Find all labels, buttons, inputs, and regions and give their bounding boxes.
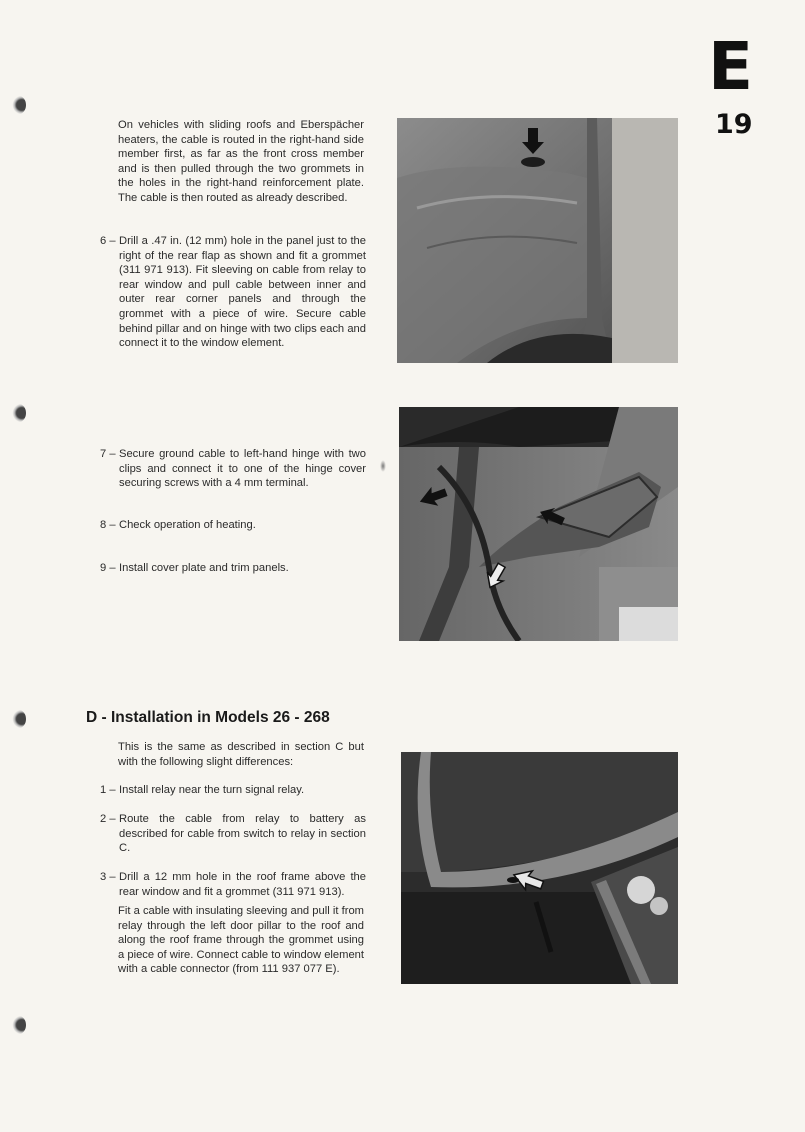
- step-number: 9 –: [100, 562, 116, 574]
- photo-hinge-ground-cable: [399, 407, 678, 641]
- step-number: 6 –: [100, 235, 116, 247]
- step-text: Secure ground cable to left-hand hinge with two clips and connect it to one of the hinge cover securing screws with a 4 mm terminal.: [119, 448, 366, 490]
- step-d-1: [100, 783, 366, 798]
- step-d-2: [100, 812, 366, 856]
- binder-hole: [12, 710, 26, 728]
- binder-hole: [12, 404, 26, 422]
- step-number: 2 –: [100, 813, 116, 825]
- binder-hole: [12, 1016, 26, 1034]
- page-number: 19: [715, 109, 753, 140]
- section-d-intro: This is the same as described in section C but with the following slight differences:: [118, 741, 364, 768]
- photo-illustration: [399, 407, 678, 641]
- step-text: Install relay near the turn signal relay.: [119, 784, 305, 796]
- photo-roof-frame-grommet: [401, 752, 678, 984]
- step-number: 8 –: [100, 519, 116, 531]
- photo-rear-panel-grommet: [397, 118, 678, 363]
- step-text: Drill a .47 in. (12 mm) hole in the panel just to the right of the rear flap as shown and fit a grommet (311 971 913). Fit sleeving on cable from relay to rear window and pull cable between inner and outer rear corner panels and through the grommet with a piece of wire. Secure cable behind pillar and on hinge with two clips each and connect it to the window element.: [119, 235, 366, 350]
- binder-hole: [12, 96, 26, 114]
- step-number: 7 –: [100, 448, 116, 460]
- ink-smudge: [380, 460, 386, 472]
- photo-illustration: [397, 118, 678, 363]
- step-number: 3 –: [100, 871, 116, 883]
- step-text: Route the cable from relay to battery as described for cable from switch to relay in section C.: [119, 813, 366, 855]
- step-6: [100, 234, 366, 351]
- section-heading: D - Installation in Models 26 - 268: [86, 709, 330, 726]
- step-number: 1 –: [100, 784, 116, 796]
- step-text: Drill a 12 mm hole in the roof frame above the rear window and fit a grommet (311 971 913).: [119, 871, 366, 898]
- step-text: Check operation of heating.: [119, 519, 256, 531]
- section-letter: E: [708, 28, 754, 105]
- step-d-3: [100, 870, 366, 899]
- photo-illustration: [401, 752, 678, 984]
- intro-paragraph: On vehicles with sliding roofs and Eberspächer heaters, the cable is routed in the right-hand side member first, as far as the front cross member and is then pulled through the two grommets in the holes in the right-hand reinforcement plate. The cable is then routed as already described.: [118, 119, 364, 204]
- step-text: Install cover plate and trim panels.: [119, 562, 289, 574]
- step-8: [100, 518, 366, 533]
- step-7: [100, 447, 366, 491]
- section-d-followup: Fit a cable with insulating sleeving and pull it from relay through the left door pillar to the roof and along the roof frame through the grommet using a piece of wire. Connect cable to window element with a cable connector (from 111 937 077 E).: [118, 905, 364, 976]
- step-9: [100, 561, 366, 576]
